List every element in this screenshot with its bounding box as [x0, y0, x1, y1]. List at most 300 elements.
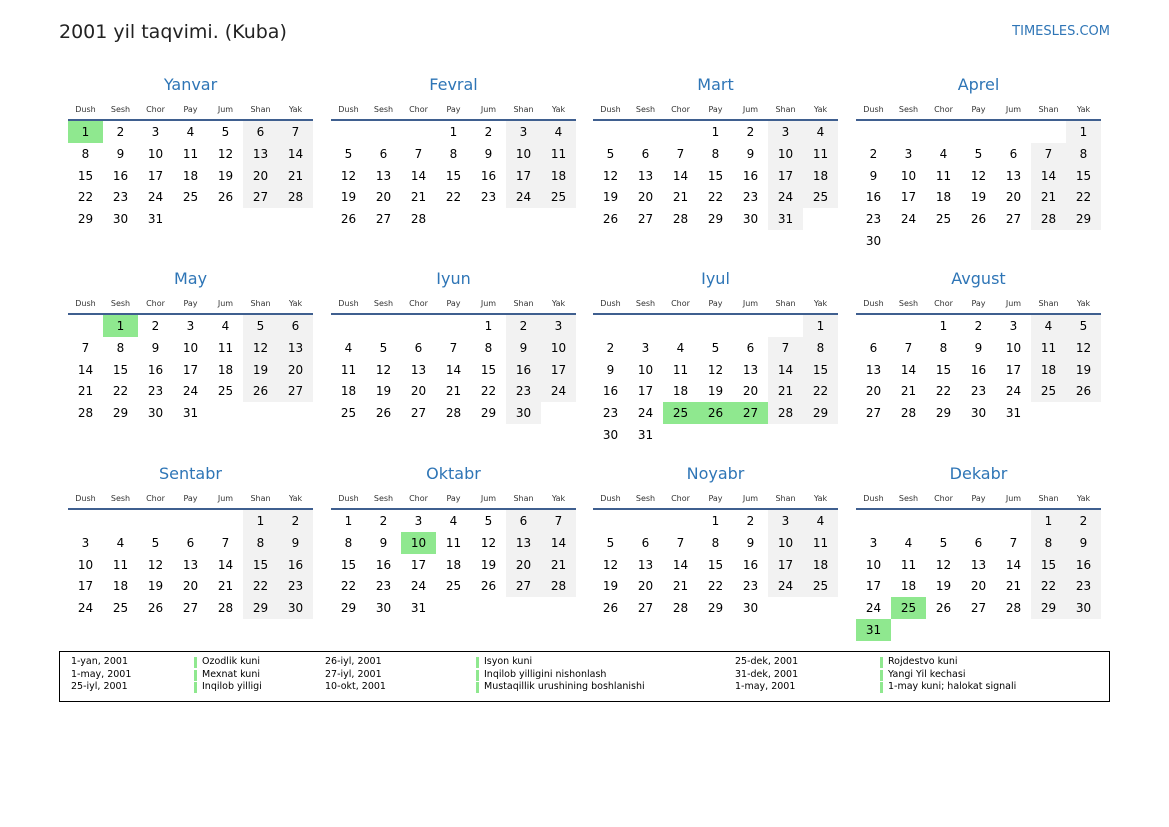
- day-cell: 28: [445, 406, 462, 421]
- day-cell: 14: [672, 168, 689, 183]
- day-cell: 5: [221, 125, 230, 139]
- day-cell: 30: [506, 402, 541, 424]
- day-cell: 12: [970, 168, 987, 183]
- day-cell: 13: [637, 557, 654, 572]
- day-cell: 9: [379, 535, 388, 550]
- month-title: Sentabr: [159, 464, 222, 483]
- day-cell: 17: [147, 168, 164, 183]
- day-cell: 18: [935, 190, 952, 205]
- legend-holiday-name: Inqilob yilligini nishonlash: [484, 668, 607, 680]
- day-cell: 23: [1066, 575, 1101, 597]
- day-cell: 5: [939, 535, 948, 550]
- weekday-header: Dush: [338, 105, 359, 114]
- legend-date: 25-dek, 2001: [735, 656, 799, 667]
- holiday-day-cell: 27: [733, 402, 768, 424]
- day-cell: 11: [541, 143, 576, 165]
- day-cell: 20: [243, 165, 278, 187]
- weekday-header: Yak: [551, 494, 566, 503]
- day-cell: 30: [147, 406, 164, 421]
- day-cell: 28: [410, 212, 427, 227]
- day-cell: 23: [147, 384, 164, 399]
- day-cell: 26: [1066, 380, 1101, 402]
- day-cell: 1: [344, 514, 353, 528]
- holiday-day-cell: 1: [68, 121, 103, 143]
- day-cell: 17: [1005, 362, 1022, 377]
- day-cell: 16: [602, 384, 619, 399]
- weekday-header: Dush: [75, 299, 96, 308]
- day-cell: 15: [340, 557, 357, 572]
- day-cell: 26: [340, 212, 357, 227]
- day-cell: 27: [243, 186, 278, 208]
- day-cell: 16: [742, 557, 759, 572]
- day-cell: 31: [768, 208, 803, 230]
- day-cell: 8: [1066, 143, 1101, 165]
- day-cell: 7: [676, 146, 685, 161]
- day-cell: 2: [746, 514, 755, 528]
- day-cell: 7: [81, 340, 90, 355]
- day-cell: 5: [243, 315, 278, 337]
- weekday-header: Jum: [217, 494, 234, 503]
- day-cell: 12: [935, 557, 952, 572]
- day-cell: 6: [414, 340, 423, 355]
- day-cell: 11: [935, 168, 952, 183]
- day-cell: 6: [278, 315, 313, 337]
- day-cell: 23: [375, 579, 392, 594]
- day-cell: 20: [278, 359, 313, 381]
- day-cell: 26: [602, 212, 619, 227]
- weekday-header: Chor: [934, 105, 953, 114]
- day-cell: 27: [637, 601, 654, 616]
- weekday-header: Chor: [409, 105, 428, 114]
- day-cell: 24: [182, 384, 199, 399]
- day-cell: 27: [865, 406, 882, 421]
- day-cell: 6: [641, 146, 650, 161]
- legend-holiday-name: Rojdestvo kuni: [888, 656, 958, 667]
- day-cell: 24: [637, 406, 654, 421]
- day-cell: 25: [445, 579, 462, 594]
- day-cell: 1: [1031, 510, 1066, 532]
- day-cell: 13: [637, 168, 654, 183]
- weekday-header: Chor: [671, 494, 690, 503]
- day-cell: 17: [768, 554, 803, 576]
- page-title: 2001 yil taqvimi. (Kuba): [59, 21, 287, 43]
- day-cell: 13: [375, 168, 392, 183]
- day-cell: 18: [803, 165, 838, 187]
- weekday-header: Shan: [775, 299, 796, 308]
- day-cell: 6: [746, 340, 755, 355]
- day-cell: 12: [602, 168, 619, 183]
- day-cell: 28: [672, 212, 689, 227]
- day-cell: 19: [217, 168, 234, 183]
- day-cell: 8: [484, 340, 493, 355]
- weekday-header: Pay: [971, 105, 986, 114]
- day-cell: 23: [602, 406, 619, 421]
- month-title: Iyul: [701, 269, 730, 288]
- month-title: Avgust: [951, 269, 1006, 288]
- day-cell: 25: [541, 186, 576, 208]
- day-cell: 17: [900, 190, 917, 205]
- day-cell: 10: [768, 143, 803, 165]
- day-cell: 9: [746, 146, 755, 161]
- weekday-header: Jum: [1005, 299, 1022, 308]
- day-cell: 7: [541, 510, 576, 532]
- holiday-legend: [59, 651, 1110, 702]
- header-rule: [593, 313, 838, 315]
- legend-date: 1-may, 2001: [71, 668, 132, 680]
- day-cell: 22: [1031, 575, 1066, 597]
- holiday-day-cell: 31: [856, 619, 891, 641]
- day-cell: 9: [151, 340, 160, 355]
- weekday-header: Shan: [250, 494, 271, 503]
- day-cell: 3: [768, 121, 803, 143]
- day-cell: 4: [1031, 315, 1066, 337]
- day-cell: 30: [1066, 597, 1101, 619]
- day-cell: 16: [1066, 554, 1101, 576]
- day-cell: 27: [637, 212, 654, 227]
- day-cell: 28: [768, 402, 803, 424]
- day-cell: 4: [344, 340, 353, 355]
- month-title: Oktabr: [426, 464, 481, 483]
- day-cell: 7: [768, 337, 803, 359]
- month-oktabr: [331, 464, 576, 644]
- day-cell: 9: [278, 532, 313, 554]
- month-title: Mart: [697, 75, 734, 94]
- day-cell: 3: [1009, 319, 1018, 333]
- day-cell: 8: [449, 146, 458, 161]
- day-cell: 22: [707, 579, 724, 594]
- day-cell: 8: [711, 146, 720, 161]
- day-cell: 13: [1005, 168, 1022, 183]
- legend-holiday-marker: [194, 670, 197, 681]
- day-cell: 27: [970, 601, 987, 616]
- weekday-header: Shan: [513, 494, 534, 503]
- day-cell: 10: [900, 168, 917, 183]
- site-link[interactable]: TIMESLES.COM: [1012, 24, 1110, 39]
- day-cell: 29: [707, 601, 724, 616]
- weekday-header: Sesh: [373, 494, 394, 503]
- day-cell: 15: [935, 362, 952, 377]
- weekday-header: Pay: [446, 494, 461, 503]
- day-cell: 11: [1031, 337, 1066, 359]
- weekday-header: Chor: [409, 299, 428, 308]
- day-cell: 6: [869, 340, 878, 355]
- day-cell: 4: [186, 125, 195, 139]
- day-cell: 12: [1066, 337, 1101, 359]
- day-cell: 24: [541, 380, 576, 402]
- day-cell: 9: [974, 340, 983, 355]
- weekday-header: Shan: [1038, 105, 1059, 114]
- weekday-header: Pay: [708, 494, 723, 503]
- day-cell: 21: [445, 384, 462, 399]
- day-cell: 18: [900, 579, 917, 594]
- day-cell: 2: [506, 315, 541, 337]
- day-cell: 11: [445, 535, 462, 550]
- day-cell: 5: [711, 340, 720, 355]
- legend-holiday-marker: [880, 682, 883, 693]
- day-cell: 18: [217, 362, 234, 377]
- day-cell: 14: [900, 362, 917, 377]
- weekday-header: Sesh: [898, 494, 919, 503]
- day-cell: 9: [484, 146, 493, 161]
- weekday-header: Yak: [1076, 494, 1091, 503]
- day-cell: 23: [278, 575, 313, 597]
- day-cell: 4: [541, 121, 576, 143]
- day-cell: 27: [410, 406, 427, 421]
- legend-date: 1-may, 2001: [735, 681, 796, 692]
- month-sentabr: [68, 464, 313, 644]
- day-cell: 5: [974, 146, 983, 161]
- day-cell: 27: [1005, 212, 1022, 227]
- day-cell: 20: [637, 190, 654, 205]
- day-cell: 11: [900, 557, 917, 572]
- day-cell: 1: [711, 125, 720, 139]
- weekday-header: Yak: [288, 105, 303, 114]
- day-cell: 14: [410, 168, 427, 183]
- day-cell: 22: [1066, 186, 1101, 208]
- day-cell: 28: [77, 406, 94, 421]
- day-cell: 29: [340, 601, 357, 616]
- day-cell: 18: [541, 165, 576, 187]
- month-avgust: [856, 269, 1101, 449]
- weekday-header: Pay: [446, 105, 461, 114]
- weekday-header: Jum: [217, 299, 234, 308]
- day-cell: 6: [1009, 146, 1018, 161]
- day-cell: 11: [112, 557, 129, 572]
- legend-holiday-name: Ozodlik kuni: [202, 656, 260, 667]
- day-cell: 6: [506, 510, 541, 532]
- day-cell: 13: [506, 532, 541, 554]
- weekday-header: Jum: [480, 105, 497, 114]
- day-cell: 18: [1031, 359, 1066, 381]
- day-cell: 13: [410, 362, 427, 377]
- holiday-day-cell: 25: [663, 402, 698, 424]
- day-cell: 20: [375, 190, 392, 205]
- day-cell: 18: [112, 579, 129, 594]
- day-cell: 6: [186, 535, 195, 550]
- day-cell: 18: [803, 554, 838, 576]
- weekday-header: Chor: [671, 105, 690, 114]
- weekday-header: Dush: [863, 494, 884, 503]
- day-cell: 21: [1005, 579, 1022, 594]
- day-cell: 10: [182, 340, 199, 355]
- day-cell: 14: [541, 532, 576, 554]
- day-cell: 6: [243, 121, 278, 143]
- day-cell: 24: [506, 186, 541, 208]
- day-cell: 2: [606, 340, 615, 355]
- day-cell: 21: [77, 384, 94, 399]
- day-cell: 2: [379, 514, 388, 528]
- day-cell: 17: [506, 165, 541, 187]
- day-cell: 20: [182, 579, 199, 594]
- day-cell: 4: [803, 510, 838, 532]
- weekday-header: Yak: [551, 105, 566, 114]
- legend-date: 1-yan, 2001: [71, 656, 128, 667]
- day-cell: 10: [77, 557, 94, 572]
- weekday-header: Jum: [1005, 105, 1022, 114]
- day-cell: 11: [803, 532, 838, 554]
- day-cell: 13: [865, 362, 882, 377]
- day-cell: 10: [865, 557, 882, 572]
- legend-holiday-marker: [880, 657, 883, 668]
- weekday-header: Sesh: [110, 105, 131, 114]
- day-cell: 21: [1031, 186, 1066, 208]
- day-cell: 22: [445, 190, 462, 205]
- day-cell: 22: [707, 190, 724, 205]
- day-cell: 16: [278, 554, 313, 576]
- day-cell: 24: [865, 601, 882, 616]
- weekday-header: Shan: [513, 105, 534, 114]
- weekday-header: Shan: [1038, 299, 1059, 308]
- weekday-header: Sesh: [898, 105, 919, 114]
- legend-date: 31-dek, 2001: [735, 668, 799, 680]
- day-cell: 12: [147, 557, 164, 572]
- weekday-header: Yak: [1076, 299, 1091, 308]
- day-cell: 4: [116, 535, 125, 550]
- day-cell: 10: [147, 146, 164, 161]
- legend-holiday-marker: [476, 657, 479, 668]
- day-cell: 24: [1005, 384, 1022, 399]
- weekday-header: Pay: [971, 494, 986, 503]
- day-cell: 29: [243, 597, 278, 619]
- day-cell: 19: [480, 557, 497, 572]
- legend-holiday-marker: [194, 657, 197, 668]
- day-cell: 10: [541, 337, 576, 359]
- day-cell: 3: [81, 535, 90, 550]
- day-cell: 24: [768, 575, 803, 597]
- month-title: Yanvar: [163, 75, 218, 94]
- day-cell: 15: [77, 168, 94, 183]
- day-cell: 8: [81, 146, 90, 161]
- day-cell: 14: [672, 557, 689, 572]
- weekday-header: Sesh: [110, 494, 131, 503]
- day-cell: 15: [112, 362, 129, 377]
- day-cell: 4: [221, 319, 230, 333]
- day-cell: 4: [904, 535, 913, 550]
- day-cell: 25: [182, 190, 199, 205]
- month-iyun: [331, 269, 576, 449]
- legend-holiday-marker: [880, 670, 883, 681]
- holiday-day-cell: 26: [698, 402, 733, 424]
- day-cell: 2: [484, 125, 493, 139]
- day-cell: 30: [970, 406, 987, 421]
- weekday-header: Shan: [1038, 494, 1059, 503]
- day-cell: 18: [672, 384, 689, 399]
- day-cell: 19: [602, 579, 619, 594]
- day-cell: 3: [186, 319, 195, 333]
- day-cell: 8: [344, 535, 353, 550]
- day-cell: 1: [243, 510, 278, 532]
- weekday-header: Sesh: [635, 105, 656, 114]
- day-cell: 31: [147, 212, 164, 227]
- day-cell: 15: [803, 359, 838, 381]
- month-title: Iyun: [436, 269, 471, 288]
- day-cell: 5: [606, 146, 615, 161]
- day-cell: 4: [803, 121, 838, 143]
- weekday-header: Dush: [338, 494, 359, 503]
- weekday-header: Shan: [250, 299, 271, 308]
- day-cell: 21: [672, 579, 689, 594]
- day-cell: 26: [970, 212, 987, 227]
- day-cell: 18: [445, 557, 462, 572]
- weekday-header: Dush: [75, 494, 96, 503]
- weekday-header: Shan: [250, 105, 271, 114]
- holiday-day-cell: 1: [103, 315, 138, 337]
- day-cell: 5: [484, 514, 493, 528]
- day-cell: 1: [484, 319, 493, 333]
- legend-date: 10-okt, 2001: [325, 681, 386, 692]
- day-cell: 21: [217, 579, 234, 594]
- day-cell: 12: [707, 362, 724, 377]
- day-cell: 1: [449, 125, 458, 139]
- day-cell: 12: [480, 535, 497, 550]
- day-cell: 17: [410, 557, 427, 572]
- day-cell: 19: [147, 579, 164, 594]
- day-cell: 23: [112, 190, 129, 205]
- day-cell: 2: [974, 319, 983, 333]
- day-cell: 22: [935, 384, 952, 399]
- day-cell: 15: [1066, 165, 1101, 187]
- weekday-header: Shan: [513, 299, 534, 308]
- day-cell: 7: [449, 340, 458, 355]
- day-cell: 9: [116, 146, 125, 161]
- day-cell: 19: [375, 384, 392, 399]
- day-cell: 4: [449, 514, 458, 528]
- weekday-header: Chor: [934, 299, 953, 308]
- day-cell: 23: [480, 190, 497, 205]
- day-cell: 7: [1031, 143, 1066, 165]
- weekday-header: Dush: [863, 299, 884, 308]
- day-cell: 29: [1066, 208, 1101, 230]
- day-cell: 16: [375, 557, 392, 572]
- day-cell: 9: [746, 535, 755, 550]
- day-cell: 9: [1066, 532, 1101, 554]
- day-cell: 3: [506, 121, 541, 143]
- day-cell: 12: [243, 337, 278, 359]
- day-cell: 7: [278, 121, 313, 143]
- day-cell: 26: [217, 190, 234, 205]
- day-cell: 19: [935, 579, 952, 594]
- month-aprel: [856, 75, 1101, 255]
- month-dekabr: [856, 464, 1101, 644]
- day-cell: 31: [637, 428, 654, 442]
- day-cell: 15: [707, 557, 724, 572]
- day-cell: 25: [112, 601, 129, 616]
- day-cell: 3: [414, 514, 423, 528]
- day-cell: 17: [865, 579, 882, 594]
- day-cell: 17: [768, 165, 803, 187]
- day-cell: 16: [970, 362, 987, 377]
- day-cell: 4: [939, 146, 948, 161]
- day-cell: 16: [112, 168, 129, 183]
- day-cell: 26: [147, 601, 164, 616]
- day-cell: 16: [742, 168, 759, 183]
- month-mart: [593, 75, 838, 255]
- day-cell: 21: [672, 190, 689, 205]
- day-cell: 2: [1066, 510, 1101, 532]
- day-cell: 23: [506, 380, 541, 402]
- weekday-header: Sesh: [110, 299, 131, 308]
- weekday-header: Pay: [446, 299, 461, 308]
- day-cell: 7: [1009, 535, 1018, 550]
- day-cell: 30: [375, 601, 392, 616]
- day-cell: 19: [340, 190, 357, 205]
- month-title: Noyabr: [686, 464, 745, 483]
- day-cell: 5: [379, 340, 388, 355]
- day-cell: 3: [904, 146, 913, 161]
- day-cell: 14: [1031, 165, 1066, 187]
- holiday-day-cell: 10: [401, 532, 436, 554]
- month-title: Fevral: [429, 75, 478, 94]
